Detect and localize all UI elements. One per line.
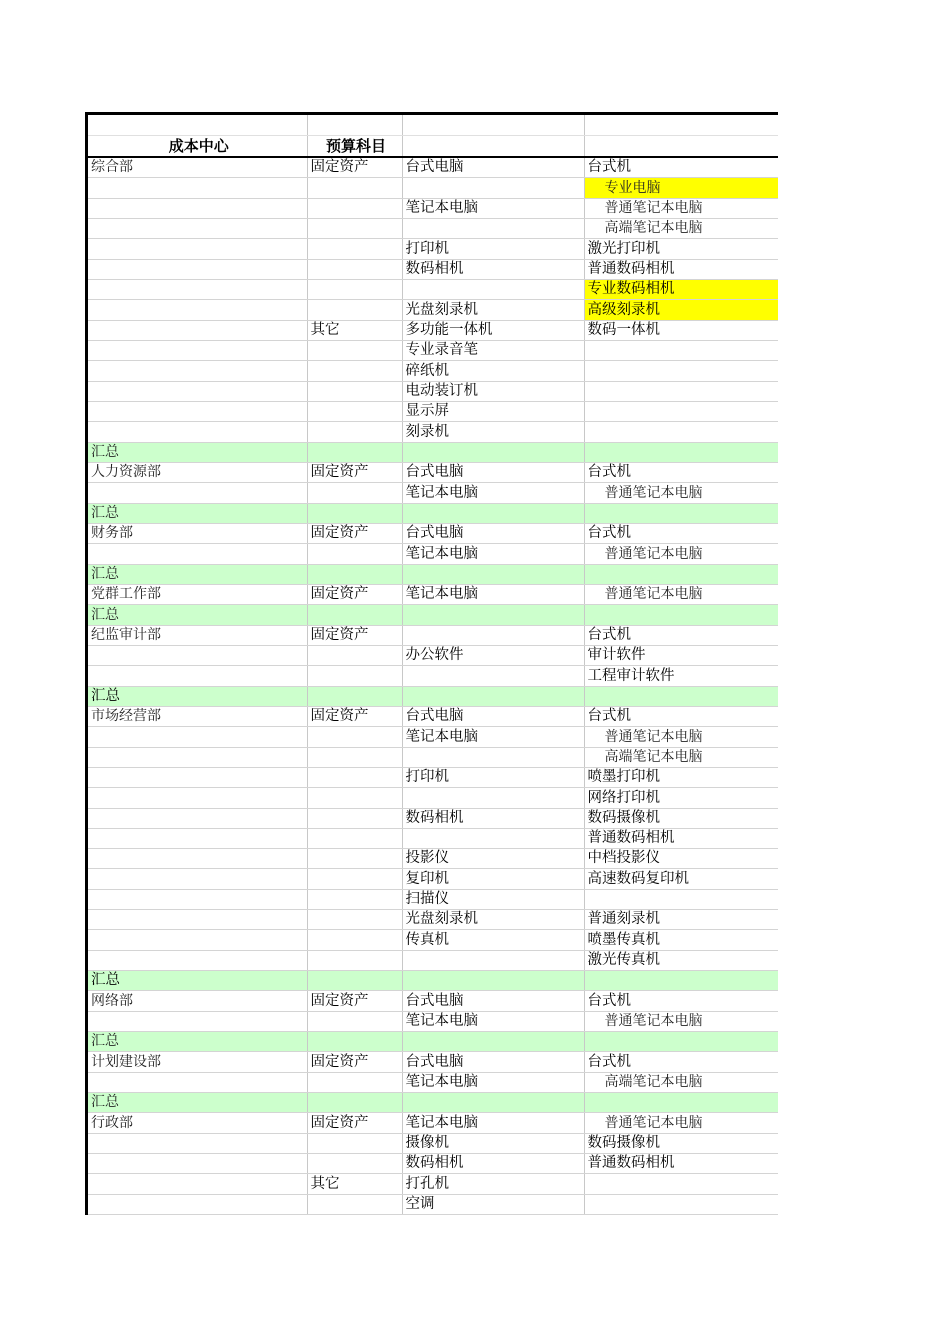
budget-subject-cell[interactable] — [307, 1072, 402, 1092]
budget-subject-cell[interactable] — [307, 178, 402, 198]
cost-center-cell[interactable] — [88, 645, 307, 665]
cost-center-cell[interactable]: 综合部 — [88, 157, 307, 178]
table-row — [88, 747, 778, 767]
budget-subject-cell[interactable] — [307, 788, 402, 808]
summary-row — [88, 1093, 778, 1113]
budget-subject-cell[interactable]: 固定资产 — [307, 625, 402, 645]
detail-cell[interactable] — [584, 1174, 778, 1194]
budget-subject-cell[interactable]: 其它 — [307, 320, 402, 340]
detail-cell[interactable]: 台式机 — [584, 1052, 778, 1072]
budget-subject-cell[interactable] — [307, 239, 402, 259]
item-cell[interactable]: 笔记本电脑 — [402, 198, 584, 218]
budget-subject-cell[interactable] — [307, 218, 402, 238]
cost-center-cell[interactable] — [88, 727, 307, 747]
item-cell[interactable]: 笔记本电脑 — [402, 584, 584, 604]
budget-subject-cell[interactable] — [307, 422, 402, 442]
budget-subject-cell[interactable]: 固定资产 — [307, 991, 402, 1011]
budget-subject-cell[interactable]: 其它 — [307, 1174, 402, 1194]
budget-subject-cell[interactable] — [307, 483, 402, 503]
cost-center-cell[interactable]: 汇总 — [88, 971, 307, 991]
budget-subject-cell[interactable]: 固定资产 — [307, 157, 402, 178]
detail-cell[interactable]: 激光传真机 — [584, 950, 778, 970]
header-col3[interactable] — [402, 136, 584, 158]
item-cell[interactable]: 台式电脑 — [402, 523, 584, 543]
cost-center-cell[interactable] — [88, 828, 307, 848]
item-cell[interactable]: 复印机 — [402, 869, 584, 889]
budget-subject-cell[interactable] — [307, 340, 402, 360]
table-row — [88, 178, 778, 198]
summary-row — [88, 686, 778, 706]
item-cell[interactable]: 光盘刻录机 — [402, 910, 584, 930]
detail-cell[interactable] — [584, 971, 778, 991]
cost-center-cell[interactable]: 计划建设部 — [88, 1052, 307, 1072]
table-row — [88, 1011, 778, 1031]
item-cell[interactable]: 打印机 — [402, 767, 584, 787]
budget-subject-cell[interactable]: 固定资产 — [307, 706, 402, 726]
detail-cell[interactable] — [584, 686, 778, 706]
budget-subject-cell[interactable] — [307, 1093, 402, 1113]
detail-cell[interactable]: 台式机 — [584, 462, 778, 482]
detail-cell[interactable]: 普通笔记本电脑 — [584, 483, 778, 503]
detail-cell[interactable]: 台式机 — [584, 625, 778, 645]
item-cell[interactable]: 数码相机 — [402, 1154, 584, 1174]
detail-cell[interactable] — [584, 889, 778, 909]
budget-subject-cell[interactable] — [307, 686, 402, 706]
table-row — [88, 625, 778, 645]
cost-center-cell[interactable]: 汇总 — [88, 605, 307, 625]
cost-center-cell[interactable]: 行政部 — [88, 1113, 307, 1133]
budget-subject-cell[interactable] — [307, 889, 402, 909]
detail-cell[interactable]: 高速数码复印机 — [584, 869, 778, 889]
cost-center-cell[interactable]: 党群工作部 — [88, 584, 307, 604]
item-cell[interactable]: 台式电脑 — [402, 157, 584, 178]
header-spacer-cell — [402, 115, 584, 136]
cost-center-cell[interactable]: 汇总 — [88, 686, 307, 706]
header-row — [88, 136, 778, 158]
detail-cell[interactable]: 普通笔记本电脑 — [584, 584, 778, 604]
budget-subject-cell[interactable] — [307, 1133, 402, 1153]
table-row — [88, 381, 778, 401]
budget-subject-cell[interactable] — [307, 930, 402, 950]
item-cell[interactable] — [402, 1032, 584, 1052]
cost-center-cell[interactable] — [88, 279, 307, 299]
item-cell[interactable]: 笔记本电脑 — [402, 727, 584, 747]
budget-subject-cell[interactable] — [307, 503, 402, 523]
detail-cell[interactable] — [584, 605, 778, 625]
item-cell[interactable]: 数码相机 — [402, 808, 584, 828]
detail-cell[interactable]: 中档投影仪 — [584, 849, 778, 869]
detail-cell[interactable]: 数码一体机 — [584, 320, 778, 340]
cost-center-cell[interactable]: 汇总 — [88, 503, 307, 523]
detail-cell[interactable]: 普通数码相机 — [584, 259, 778, 279]
item-cell[interactable]: 摄像机 — [402, 1133, 584, 1153]
item-cell[interactable] — [402, 1093, 584, 1113]
item-cell[interactable]: 碎纸机 — [402, 361, 584, 381]
item-cell[interactable]: 空调 — [402, 1194, 584, 1214]
budget-subject-cell[interactable] — [307, 442, 402, 462]
table-row — [88, 218, 778, 238]
cost-center-cell[interactable] — [88, 950, 307, 970]
header-cost-center[interactable]: 成本中心 — [88, 136, 307, 158]
budget-subject-cell[interactable] — [307, 828, 402, 848]
detail-cell[interactable] — [584, 442, 778, 462]
cost-center-cell[interactable]: 财务部 — [88, 523, 307, 543]
item-cell[interactable] — [402, 218, 584, 238]
table-row — [88, 198, 778, 218]
budget-subject-cell[interactable] — [307, 300, 402, 320]
summary-row — [88, 442, 778, 462]
table-row — [88, 239, 778, 259]
detail-cell[interactable] — [584, 381, 778, 401]
cost-center-cell[interactable] — [88, 198, 307, 218]
table-row — [88, 808, 778, 828]
table-row — [88, 422, 778, 442]
detail-cell[interactable]: 高端笔记本电脑 — [584, 1072, 778, 1092]
budget-subject-cell[interactable] — [307, 1032, 402, 1052]
table-row — [88, 706, 778, 726]
detail-cell[interactable]: 台式机 — [584, 991, 778, 1011]
budget-sheet — [85, 112, 778, 1215]
detail-cell[interactable] — [584, 564, 778, 584]
table-row — [88, 523, 778, 543]
detail-cell[interactable]: 普通笔记本电脑 — [584, 727, 778, 747]
table-row — [88, 1194, 778, 1214]
header-spacer-row — [88, 115, 778, 136]
detail-cell[interactable]: 工程审计软件 — [584, 666, 778, 686]
cost-center-cell[interactable] — [88, 666, 307, 686]
detail-cell[interactable] — [584, 422, 778, 442]
cost-center-cell[interactable] — [88, 869, 307, 889]
budget-subject-cell[interactable] — [307, 727, 402, 747]
budget-subject-cell[interactable] — [307, 747, 402, 767]
detail-cell[interactable] — [584, 1032, 778, 1052]
cost-center-cell[interactable] — [88, 320, 307, 340]
budget-table — [88, 115, 778, 1215]
header-spacer-cell — [584, 115, 778, 136]
detail-cell[interactable] — [584, 503, 778, 523]
detail-cell[interactable]: 普通笔记本电脑 — [584, 1113, 778, 1133]
cost-center-cell[interactable] — [88, 849, 307, 869]
item-cell[interactable] — [402, 788, 584, 808]
cost-center-cell[interactable] — [88, 747, 307, 767]
table-row — [88, 767, 778, 787]
detail-cell[interactable] — [584, 1194, 778, 1214]
detail-cell[interactable]: 普通笔记本电脑 — [584, 198, 778, 218]
table-row — [88, 889, 778, 909]
detail-cell[interactable]: 台式机 — [584, 157, 778, 178]
summary-row — [88, 503, 778, 523]
table-body — [88, 157, 778, 1215]
item-cell[interactable] — [402, 178, 584, 198]
table-row — [88, 869, 778, 889]
table-row — [88, 361, 778, 381]
cost-center-cell[interactable] — [88, 1133, 307, 1153]
table-row — [88, 1133, 778, 1153]
budget-subject-cell[interactable]: 固定资产 — [307, 462, 402, 482]
cost-center-cell[interactable] — [88, 401, 307, 421]
budget-subject-cell[interactable]: 固定资产 — [307, 523, 402, 543]
item-cell[interactable] — [402, 950, 584, 970]
budget-subject-cell[interactable] — [307, 666, 402, 686]
cost-center-cell[interactable] — [88, 930, 307, 950]
cost-center-cell[interactable] — [88, 1174, 307, 1194]
summary-row — [88, 564, 778, 584]
table-row — [88, 950, 778, 970]
table-row — [88, 645, 778, 665]
item-cell[interactable]: 打印机 — [402, 239, 584, 259]
cost-center-cell[interactable] — [88, 483, 307, 503]
cost-center-cell[interactable]: 人力资源部 — [88, 462, 307, 482]
table-row — [88, 788, 778, 808]
item-cell[interactable]: 光盘刻录机 — [402, 300, 584, 320]
cost-center-cell[interactable] — [88, 808, 307, 828]
cost-center-cell[interactable] — [88, 300, 307, 320]
item-cell[interactable]: 台式电脑 — [402, 706, 584, 726]
detail-cell[interactable]: 专业电脑 — [584, 178, 778, 198]
table-row — [88, 930, 778, 950]
item-cell[interactable]: 多功能一体机 — [402, 320, 584, 340]
detail-cell[interactable] — [584, 361, 778, 381]
cost-center-cell[interactable]: 汇总 — [88, 1032, 307, 1052]
cost-center-cell[interactable] — [88, 544, 307, 564]
item-cell[interactable]: 办公软件 — [402, 645, 584, 665]
detail-cell[interactable]: 高端笔记本电脑 — [584, 747, 778, 767]
budget-subject-cell[interactable] — [307, 605, 402, 625]
budget-subject-cell[interactable] — [307, 950, 402, 970]
table-row — [88, 666, 778, 686]
cost-center-cell[interactable] — [88, 218, 307, 238]
cost-center-cell[interactable] — [88, 361, 307, 381]
budget-subject-cell[interactable] — [307, 645, 402, 665]
item-cell[interactable]: 台式电脑 — [402, 462, 584, 482]
table-row — [88, 462, 778, 482]
budget-subject-cell[interactable] — [307, 279, 402, 299]
summary-row — [88, 605, 778, 625]
budget-subject-cell[interactable] — [307, 910, 402, 930]
budget-subject-cell[interactable] — [307, 401, 402, 421]
cost-center-cell[interactable] — [88, 788, 307, 808]
budget-subject-cell[interactable] — [307, 544, 402, 564]
budget-subject-cell[interactable] — [307, 869, 402, 889]
table-row — [88, 1052, 778, 1072]
table-row — [88, 300, 778, 320]
cost-center-cell[interactable]: 纪监审计部 — [88, 625, 307, 645]
table-row — [88, 1154, 778, 1174]
budget-subject-cell[interactable] — [307, 1011, 402, 1031]
budget-subject-cell[interactable] — [307, 808, 402, 828]
item-cell[interactable]: 笔记本电脑 — [402, 1113, 584, 1133]
detail-cell[interactable]: 高级刻录机 — [584, 300, 778, 320]
item-cell[interactable] — [402, 828, 584, 848]
budget-subject-cell[interactable]: 固定资产 — [307, 1052, 402, 1072]
budget-subject-cell[interactable]: 固定资产 — [307, 584, 402, 604]
item-cell[interactable]: 传真机 — [402, 930, 584, 950]
detail-cell[interactable]: 喷墨打印机 — [584, 767, 778, 787]
header-spacer-cell — [88, 115, 307, 136]
summary-row — [88, 1032, 778, 1052]
budget-subject-cell[interactable]: 固定资产 — [307, 1113, 402, 1133]
table-row — [88, 544, 778, 564]
cost-center-cell[interactable] — [88, 340, 307, 360]
table-row — [88, 1113, 778, 1133]
detail-cell[interactable]: 激光打印机 — [584, 239, 778, 259]
item-cell[interactable]: 电动装订机 — [402, 381, 584, 401]
table-row — [88, 401, 778, 421]
budget-subject-cell[interactable] — [307, 259, 402, 279]
budget-subject-cell[interactable] — [307, 1154, 402, 1174]
detail-cell[interactable]: 高端笔记本电脑 — [584, 218, 778, 238]
cost-center-cell[interactable] — [88, 1072, 307, 1092]
detail-cell[interactable]: 普通数码相机 — [584, 828, 778, 848]
item-cell[interactable] — [402, 503, 584, 523]
cost-center-cell[interactable]: 汇总 — [88, 1093, 307, 1113]
budget-subject-cell[interactable] — [307, 564, 402, 584]
cost-center-cell[interactable] — [88, 1154, 307, 1174]
cost-center-cell[interactable]: 汇总 — [88, 442, 307, 462]
item-cell[interactable]: 台式电脑 — [402, 1052, 584, 1072]
item-cell[interactable]: 显示屏 — [402, 401, 584, 421]
item-cell[interactable]: 笔记本电脑 — [402, 1011, 584, 1031]
item-cell[interactable] — [402, 666, 584, 686]
item-cell[interactable]: 台式电脑 — [402, 991, 584, 1011]
cost-center-cell[interactable] — [88, 178, 307, 198]
item-cell[interactable] — [402, 564, 584, 584]
table-row — [88, 584, 778, 604]
budget-subject-cell[interactable] — [307, 361, 402, 381]
detail-cell[interactable] — [584, 1093, 778, 1113]
detail-cell[interactable]: 普通数码相机 — [584, 1154, 778, 1174]
table-row — [88, 1174, 778, 1194]
cost-center-cell[interactable] — [88, 1194, 307, 1214]
item-cell[interactable]: 笔记本电脑 — [402, 544, 584, 564]
table-row — [88, 1072, 778, 1092]
detail-cell[interactable]: 数码摄像机 — [584, 1133, 778, 1153]
table-row — [88, 727, 778, 747]
item-cell[interactable]: 笔记本电脑 — [402, 1072, 584, 1092]
item-cell[interactable]: 投影仪 — [402, 849, 584, 869]
table-row — [88, 259, 778, 279]
cost-center-cell[interactable]: 网络部 — [88, 991, 307, 1011]
cost-center-cell[interactable] — [88, 1011, 307, 1031]
table-row — [88, 483, 778, 503]
detail-cell[interactable]: 普通刻录机 — [584, 910, 778, 930]
header-spacer-cell — [307, 115, 402, 136]
detail-cell[interactable]: 专业数码相机 — [584, 279, 778, 299]
table-row — [88, 849, 778, 869]
table-row — [88, 991, 778, 1011]
item-cell[interactable]: 扫描仪 — [402, 889, 584, 909]
table-row — [88, 910, 778, 930]
detail-cell[interactable] — [584, 340, 778, 360]
item-cell[interactable]: 刻录机 — [402, 422, 584, 442]
header-col4[interactable] — [584, 136, 778, 158]
detail-cell[interactable]: 普通笔记本电脑 — [584, 1011, 778, 1031]
item-cell[interactable] — [402, 279, 584, 299]
item-cell[interactable] — [402, 686, 584, 706]
cost-center-cell[interactable] — [88, 422, 307, 442]
item-cell[interactable] — [402, 442, 584, 462]
cost-center-cell[interactable] — [88, 910, 307, 930]
budget-subject-cell[interactable] — [307, 849, 402, 869]
detail-cell[interactable] — [584, 401, 778, 421]
table-row — [88, 320, 778, 340]
table-row — [88, 828, 778, 848]
detail-cell[interactable]: 喷墨传真机 — [584, 930, 778, 950]
budget-subject-cell[interactable] — [307, 381, 402, 401]
cost-center-cell[interactable] — [88, 239, 307, 259]
item-cell[interactable]: 打孔机 — [402, 1174, 584, 1194]
cost-center-cell[interactable]: 市场经营部 — [88, 706, 307, 726]
item-cell[interactable] — [402, 971, 584, 991]
detail-cell[interactable]: 审计软件 — [584, 645, 778, 665]
summary-row — [88, 971, 778, 991]
cost-center-cell[interactable] — [88, 259, 307, 279]
item-cell[interactable] — [402, 747, 584, 767]
item-cell[interactable]: 数码相机 — [402, 259, 584, 279]
cost-center-cell[interactable]: 汇总 — [88, 564, 307, 584]
item-cell[interactable]: 笔记本电脑 — [402, 483, 584, 503]
budget-subject-cell[interactable] — [307, 198, 402, 218]
cost-center-cell[interactable] — [88, 767, 307, 787]
budget-subject-cell[interactable] — [307, 1194, 402, 1214]
table-row — [88, 157, 778, 178]
detail-cell[interactable]: 台式机 — [584, 523, 778, 543]
detail-cell[interactable]: 数码摄像机 — [584, 808, 778, 828]
table-row — [88, 340, 778, 360]
item-cell[interactable] — [402, 605, 584, 625]
header-budget-subject[interactable]: 预算科目 — [307, 136, 402, 158]
budget-subject-cell[interactable] — [307, 767, 402, 787]
cost-center-cell[interactable] — [88, 381, 307, 401]
cost-center-cell[interactable] — [88, 889, 307, 909]
budget-subject-cell[interactable] — [307, 971, 402, 991]
item-cell[interactable]: 专业录音笔 — [402, 340, 584, 360]
detail-cell[interactable]: 普通笔记本电脑 — [584, 544, 778, 564]
table-row — [88, 279, 778, 299]
detail-cell[interactable]: 网络打印机 — [584, 788, 778, 808]
item-cell[interactable] — [402, 625, 584, 645]
detail-cell[interactable]: 台式机 — [584, 706, 778, 726]
